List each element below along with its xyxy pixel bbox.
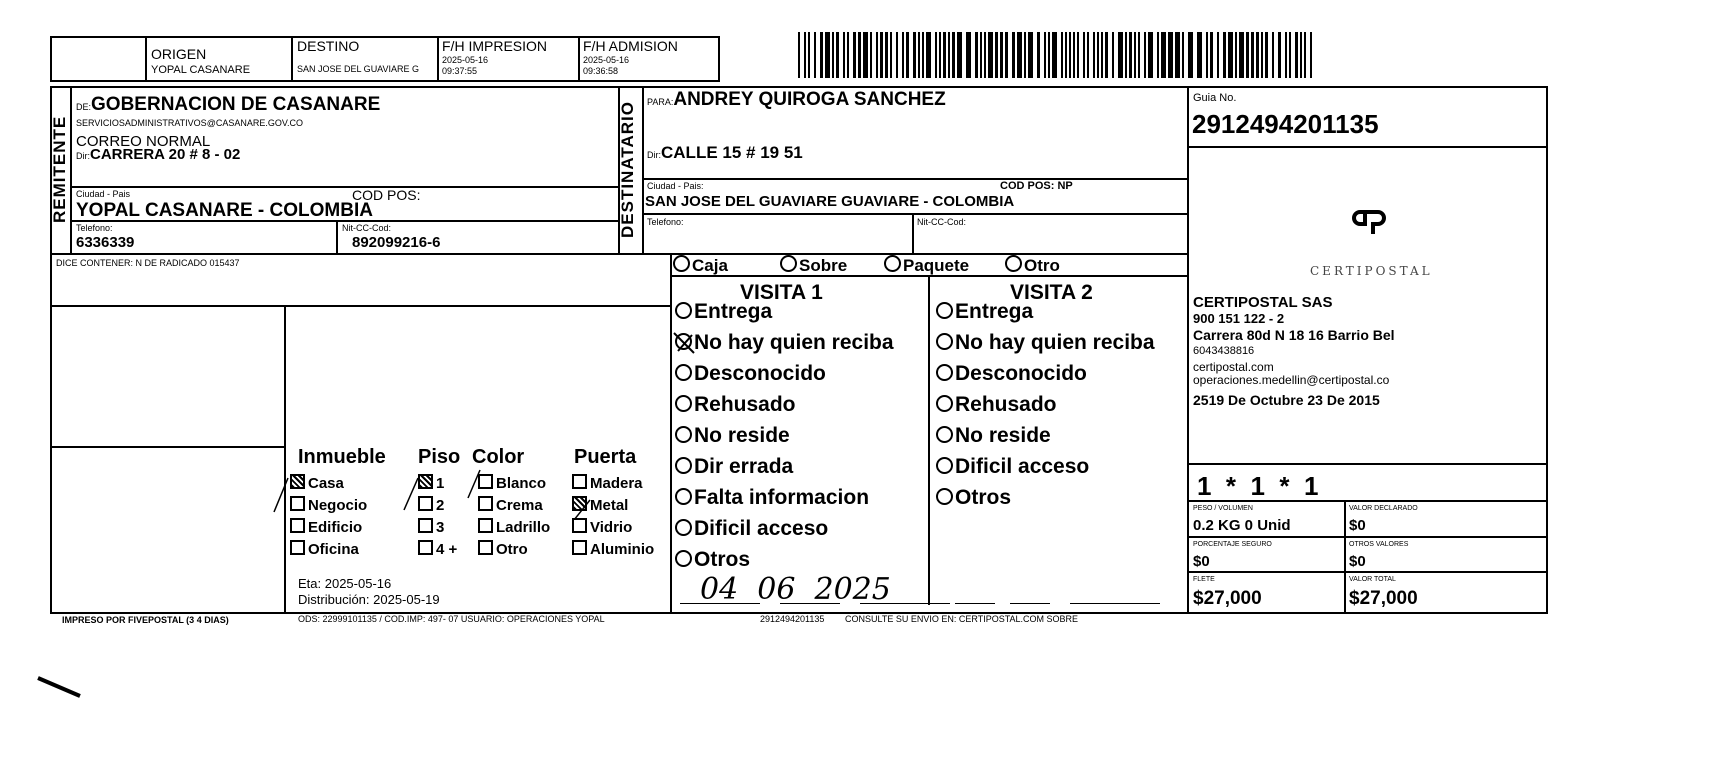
barcode-bar (995, 32, 998, 78)
barcode-bar (880, 32, 883, 78)
barcode-bar (1024, 32, 1026, 78)
barcode-bar (1048, 32, 1050, 78)
barcode-bar (957, 32, 962, 78)
barcode-bar (1217, 32, 1219, 78)
checkbox-label: 3 (436, 519, 445, 536)
checkbox-icon (572, 540, 587, 555)
visita1-option[interactable] (675, 300, 772, 324)
barcode-bar (1210, 32, 1213, 78)
color-checkbox[interactable] (478, 518, 550, 536)
barcode (798, 32, 1318, 78)
certipostal-logo-text: CERTIPOSTAL (1310, 264, 1433, 278)
checkbox-icon (572, 518, 587, 533)
radio-circle-icon (675, 395, 692, 412)
barcode-bar (1239, 32, 1244, 78)
option-label: Desconocido (694, 362, 826, 385)
checkbox-label: 1 (436, 475, 445, 492)
company-nit: 900 151 122 - 2 (1193, 311, 1285, 326)
radio-circle-icon (675, 426, 692, 443)
checkbox-icon (418, 518, 433, 533)
barcode-bar (1289, 32, 1291, 78)
barcode-bar (1087, 32, 1089, 78)
option-label: No hay quien reciba (694, 331, 894, 354)
barcode-bar (843, 32, 845, 78)
puerta-checkbox[interactable] (572, 518, 632, 536)
barcode-bar (1065, 32, 1067, 78)
checkbox-label: Oficina (308, 541, 359, 558)
destino-value: SAN JOSE DEL GUAVIARE G (297, 64, 420, 74)
remitente-name: GOBERNACION DE CASANARE (91, 94, 381, 115)
option-label: Rehusado (955, 393, 1057, 416)
barcode-bar (1112, 32, 1114, 78)
barcode-bar (825, 32, 830, 78)
checkbox-label: 4 + (436, 541, 458, 558)
barcode-bar (1125, 32, 1127, 78)
company-resolution: 2519 De Octubre 23 De 2015 (1193, 392, 1380, 408)
barcode-bar (984, 32, 986, 78)
remitente-telefono-label: Telefono: (76, 223, 113, 233)
barcode-bar (1304, 32, 1306, 78)
flete-value: $27,000 (1193, 588, 1262, 609)
barcode-bar (1228, 32, 1233, 78)
checkbox-label: Blanco (496, 475, 547, 492)
option-label: Desconocido (955, 362, 1087, 385)
option-label: Otros (955, 486, 1012, 509)
footer-guia: 2912494201135 (760, 614, 825, 624)
barcode-bar (906, 32, 909, 78)
company-name: CERTIPOSTAL SAS (1193, 294, 1333, 311)
checkbox-icon (418, 540, 433, 555)
barcode-bar (1285, 32, 1287, 78)
radio-circle-icon (675, 364, 692, 381)
remitente-service: CORREO NORMAL (76, 133, 211, 150)
piso-checkbox[interactable] (418, 518, 444, 536)
checkbox-icon (478, 518, 493, 533)
color-label: Color (472, 446, 525, 468)
barcode-bar (1175, 32, 1180, 78)
valor-declarado-value: $0 (1349, 517, 1366, 534)
barcode-bar (832, 32, 834, 78)
checkbox-icon (290, 540, 305, 555)
barcode-bar (1073, 32, 1075, 78)
barcode-bar (820, 32, 823, 78)
barcode-bar (1028, 32, 1033, 78)
barcode-bar (1101, 32, 1103, 78)
barcode-bar (1077, 32, 1079, 78)
total-label: VALOR TOTAL (1349, 576, 1396, 583)
company-address: Carrera 80d N 18 16 Barrio Bel (1193, 327, 1395, 343)
checkbox-icon (290, 518, 305, 533)
piece-counts: 1 * 1 * 1 (1197, 471, 1319, 501)
option-label: Rehusado (694, 393, 796, 416)
barcode-bar (1188, 32, 1193, 78)
barcode-bar (853, 32, 856, 78)
checkbox-label: 2 (436, 497, 445, 514)
destinatario-name-line (647, 89, 946, 110)
option-label: Dir errada (694, 455, 794, 478)
piso-checkbox[interactable] (418, 540, 457, 558)
checkbox-label: Vidrio (590, 519, 633, 536)
barcode-bar (1093, 32, 1095, 78)
radio-circle-icon (936, 302, 953, 319)
option-label: Dificil acceso (694, 517, 829, 540)
barcode-bar (1061, 32, 1063, 78)
barcode-bar (1012, 32, 1015, 78)
barcode-bar (1005, 32, 1008, 78)
remitente-nit-label: Nit-CC-Cod: (342, 223, 392, 233)
checkmark-x-icon (670, 327, 700, 357)
barcode-bar (926, 32, 931, 78)
porcentaje-label: PORCENTAJE SEGURO (1193, 541, 1272, 548)
remitente-ciudad: YOPAL CASANARE - COLOMBIA (76, 200, 373, 221)
otros-value: $0 (1349, 553, 1366, 570)
radio-circle-icon (675, 550, 692, 567)
barcode-bar (1148, 32, 1153, 78)
remitente-ciudad-label: Ciudad - Pais (76, 189, 131, 199)
barcode-bar (1105, 32, 1108, 78)
dice-contener: DICE CONTENER: N DE RADICADO 015437 (56, 258, 240, 268)
destinatario-side-label: DESTINATARIO (618, 101, 637, 238)
barcode-bar (1310, 32, 1312, 78)
barcode-bar (988, 32, 993, 78)
barcode-bar (1168, 32, 1173, 78)
handwritten-date: 04 06 2025 (700, 572, 891, 607)
destinatario-telefono-label: Telefono: (647, 217, 684, 227)
remitente-telefono: 6336339 (76, 234, 135, 251)
origen-value: YOPAL CASANARE (151, 64, 251, 76)
barcode-bar (1138, 32, 1140, 78)
option-label: Falta informacion (694, 486, 870, 509)
barcode-bar (858, 32, 861, 78)
remitente-address-line (76, 146, 240, 164)
destinatario-address: CALLE 15 # 19 51 (661, 143, 803, 162)
barcode-bar (1069, 32, 1071, 78)
checkbox-icon (478, 540, 493, 555)
barcode-bar (876, 32, 878, 78)
visita2-option[interactable] (936, 331, 1155, 355)
visita2-title: VISITA 2 (1010, 281, 1093, 304)
fh-admision-label: F/H ADMISION (583, 38, 678, 54)
option-label: Entrega (955, 300, 1034, 323)
remitente-address: CARRERA 20 # 8 - 02 (90, 146, 241, 163)
barcode-bar (1037, 32, 1040, 78)
barcode-bar (980, 32, 982, 78)
barcode-bar (1118, 32, 1123, 78)
fh-impresion-label: F/H IMPRESION (442, 38, 548, 54)
radio-circle-icon (936, 333, 953, 350)
barcode-bar (896, 32, 898, 78)
visita2-option[interactable] (936, 300, 1033, 324)
barcode-bar (1261, 32, 1263, 78)
footer-consulte: CONSULTE SU ENVIO EN: CERTIPOSTAL.COM SOBRE (845, 614, 1079, 624)
visita1-option[interactable] (675, 486, 869, 510)
checkbox-label: Metal (590, 497, 629, 514)
puerta-label: Puerta (574, 446, 637, 468)
radio-circle-icon (675, 519, 692, 536)
barcode-bar (948, 32, 950, 78)
option-label: Dificil acceso (955, 455, 1090, 478)
otros-label: OTROS VALORES (1349, 541, 1409, 548)
pen-strokes (268, 468, 668, 518)
peso-value: 0.2 KG 0 Unid (1193, 517, 1291, 534)
fh-impresion-time: 09:37:55 (442, 66, 478, 76)
visita2-option[interactable] (936, 455, 1089, 479)
visita1-option[interactable] (675, 548, 750, 572)
visita2-option[interactable] (936, 424, 1051, 448)
barcode-bar (804, 32, 806, 78)
barcode-bar (1251, 32, 1254, 78)
barcode-bar (814, 32, 816, 78)
footer-ods: ODS: 22999101135 / COD.IMP: 497- 07 USUARIO: OPERACIONES YOPAL (298, 614, 605, 624)
radio-circle-icon (936, 426, 953, 443)
radio-circle-icon (675, 457, 692, 474)
barcode-bar (1161, 32, 1166, 78)
visita2-option[interactable] (936, 486, 1011, 510)
radio-circle-icon (936, 457, 953, 474)
visita2-option[interactable] (936, 393, 1057, 417)
piso-label: Piso (418, 446, 461, 468)
barcode-bar (847, 32, 849, 78)
visita2-option[interactable] (936, 362, 1087, 386)
puerta-checkbox[interactable] (572, 540, 654, 558)
guia-label: Guia No. (1193, 92, 1237, 104)
option-label: No hay quien reciba (955, 331, 1155, 354)
company-email: operaciones.medellin@certipostal.co (1193, 373, 1390, 387)
origen-label: ORIGEN (151, 46, 207, 62)
company-phone: 6043438816 (1193, 345, 1255, 357)
barcode-bar (975, 32, 978, 78)
dir-label: Dir: (647, 150, 661, 160)
barcode-bar (1017, 32, 1022, 78)
checkbox-label: Edificio (308, 519, 363, 536)
destino-label: DESTINO (297, 38, 360, 54)
package-type-otro[interactable]: Otro (1005, 255, 1060, 276)
barcode-bar (1235, 32, 1237, 78)
visita1-option[interactable] (675, 424, 790, 448)
barcode-bar (885, 32, 888, 78)
para-label: PARA: (647, 97, 674, 107)
barcode-bar (798, 32, 800, 78)
barcode-bar (939, 32, 941, 78)
dir-label: Dir: (76, 151, 90, 161)
barcode-bar (870, 32, 872, 78)
visita1-option[interactable] (675, 393, 796, 417)
barcode-bar (1197, 32, 1202, 78)
eta: Eta: 2025-05-16 (298, 576, 392, 591)
peso-label: PESO / VOLUMEN (1193, 505, 1253, 512)
checkbox-label: Negocio (308, 497, 368, 514)
barcode-bar (1000, 32, 1003, 78)
visita1-option[interactable] (675, 517, 828, 541)
barcode-bar (1044, 32, 1046, 78)
checkbox-label: Madera (590, 475, 643, 492)
visita1-title: VISITA 1 (740, 281, 823, 304)
radio-circle-icon (675, 302, 692, 319)
option-label: Otros (694, 548, 751, 571)
destinatario-ciudad-label: Ciudad - Pais: (647, 181, 704, 191)
package-type-sobre[interactable]: Sobre (780, 255, 847, 276)
destinatario-nit-label: Nit-CC-Cod: (917, 217, 967, 227)
barcode-bar (1157, 32, 1159, 78)
barcode-bar (1265, 32, 1268, 78)
barcode-bar (966, 32, 971, 78)
remitente-side-label: REMITENTE (50, 115, 69, 224)
inmueble-checkbox[interactable] (290, 518, 362, 536)
barcode-bar (1129, 32, 1132, 78)
barcode-bar (863, 32, 868, 78)
option-label: No reside (694, 424, 790, 447)
barcode-bar (1295, 32, 1298, 78)
checkbox-label: Ladrillo (496, 519, 551, 536)
fh-admision-time: 09:36:58 (583, 66, 619, 76)
visita1-option[interactable] (675, 362, 826, 386)
inmueble-checkbox[interactable] (290, 540, 359, 558)
valor-declarado-label: VALOR DECLARADO (1349, 505, 1418, 512)
barcode-bar (1134, 32, 1136, 78)
radio-circle-icon (936, 488, 953, 505)
radio-circle-icon (675, 488, 692, 505)
de-label: DE: (76, 102, 92, 112)
distribucion: Distribución: 2025-05-19 (298, 592, 440, 607)
barcode-bar (902, 32, 904, 78)
remitente-codpos-label: COD POS: (352, 187, 421, 203)
checkbox-label: Otro (496, 541, 528, 558)
barcode-bar (1223, 32, 1226, 78)
barcode-bar (952, 32, 955, 78)
remitente-name-line (76, 94, 380, 115)
barcode-bar (1272, 32, 1274, 78)
corner-pen-stroke (36, 674, 86, 704)
inmueble-label: Inmueble (298, 446, 386, 468)
package-type-paquete[interactable]: Paquete (884, 255, 969, 276)
checkbox-label: Crema (496, 497, 543, 514)
barcode-bar (1144, 32, 1146, 78)
remitente-email: SERVICIOSADMINISTRATIVOS@CASANARE.GOV.CO (76, 118, 304, 128)
guia-number: 2912494201135 (1192, 109, 1379, 139)
destinatario-name: ANDREY QUIROGA SANCHEZ (673, 89, 946, 110)
barcode-bar (1206, 32, 1208, 78)
certipostal-logo-icon (1352, 208, 1386, 241)
checkbox-label: Casa (308, 475, 344, 492)
barcode-bar (922, 32, 924, 78)
barcode-bar (1097, 32, 1099, 78)
radio-circle-icon (936, 364, 953, 381)
visita1-option[interactable] (675, 455, 793, 479)
barcode-bar (1182, 32, 1184, 78)
destinatario-address-line (647, 142, 803, 163)
barcode-bar (1083, 32, 1085, 78)
barcode-bar (1246, 32, 1249, 78)
option-label: No reside (955, 424, 1051, 447)
fh-admision-date: 2025-05-16 (583, 55, 630, 65)
barcode-bar (1052, 32, 1057, 78)
barcode-bar (1300, 32, 1302, 78)
radio-circle-icon (936, 395, 953, 412)
flete-label: FLETE (1193, 576, 1215, 583)
destinatario-codpos: COD POS: NP (1000, 180, 1073, 192)
visita1-option[interactable] (675, 331, 894, 355)
fh-impresion-date: 2025-05-16 (442, 55, 489, 65)
remitente-nit: 892099216-6 (352, 234, 441, 251)
total-value: $27,000 (1349, 588, 1418, 609)
checkbox-label: Aluminio (590, 541, 655, 558)
barcode-bar (935, 32, 937, 78)
barcode-bar (808, 32, 810, 78)
barcode-bar (918, 32, 920, 78)
destinatario-ciudad: SAN JOSE DEL GUAVIARE GUAVIARE - COLOMBIA (645, 193, 1015, 210)
barcode-bar (913, 32, 916, 78)
company-web: certipostal.com (1193, 360, 1274, 374)
barcode-bar (1278, 32, 1281, 78)
footer-impreso: IMPRESO POR FIVEPOSTAL (3 4 DIAS) (62, 615, 229, 625)
barcode-bar (943, 32, 946, 78)
barcode-bar (1256, 32, 1259, 78)
package-type-caja[interactable]: Caja (673, 255, 728, 276)
barcode-bar (836, 32, 839, 78)
color-checkbox[interactable] (478, 540, 528, 558)
porcentaje-value: $0 (1193, 553, 1210, 570)
barcode-bar (890, 32, 892, 78)
option-label: Entrega (694, 300, 773, 323)
